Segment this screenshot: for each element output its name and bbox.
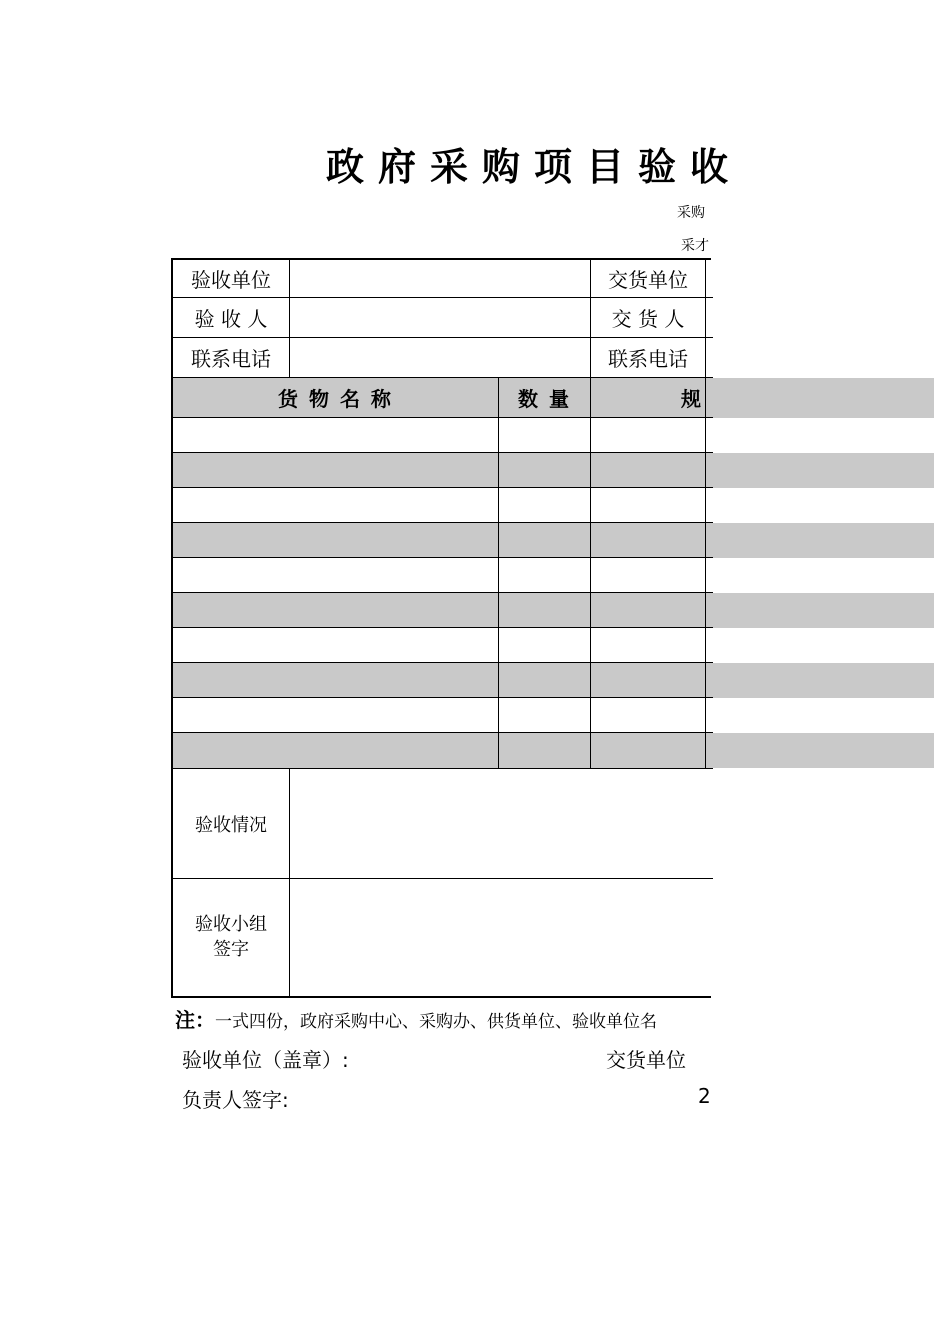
delivery-unit-seal: 交货单位	[606, 1048, 686, 1072]
receiver-field[interactable]	[290, 298, 590, 337]
header-spec: 规	[681, 387, 701, 411]
footer-note	[175, 1006, 657, 1036]
table-row[interactable]	[173, 453, 498, 487]
table-row[interactable]	[173, 663, 498, 697]
document-title: 政府采购项目验收	[326, 145, 743, 189]
note-text: 一式四份，政府采购中心、采购办、供货单位、验收单位名	[215, 1012, 657, 1032]
table-row[interactable]	[173, 593, 498, 627]
label-acceptance-status: 验收情况	[195, 814, 267, 836]
label-receiver-phone: 联系电话	[191, 347, 271, 371]
table-row[interactable]	[173, 733, 498, 768]
table-row[interactable]	[173, 418, 498, 452]
table-row[interactable]	[173, 488, 498, 522]
receiving-unit-field[interactable]	[290, 260, 590, 297]
table-row[interactable]	[173, 558, 498, 592]
table-row[interactable]	[173, 523, 498, 557]
header-quantity: 数 量	[518, 387, 571, 411]
label-deliverer-phone: 联系电话	[608, 347, 688, 371]
responsible-signature: 负责人签字:	[182, 1088, 289, 1112]
date-partial: 2	[698, 1084, 711, 1108]
label-group-signature	[173, 912, 289, 962]
table-row[interactable]	[173, 698, 498, 732]
group-signature-field[interactable]	[290, 879, 706, 996]
label-deliverer: 交 货 人	[611, 307, 685, 331]
procurement-meta-1: 采购	[677, 205, 705, 221]
label-receiver: 验 收 人	[194, 307, 268, 331]
note-prefix: 注：	[175, 1008, 215, 1032]
label-group-signature-line2: 签字	[213, 939, 249, 960]
receiver-phone-field[interactable]	[290, 338, 590, 377]
label-delivery-unit: 交货单位	[608, 268, 688, 292]
procurement-meta-2: 采才	[681, 238, 709, 254]
label-receiving-unit: 验收单位	[191, 268, 271, 292]
table-row[interactable]	[173, 628, 498, 662]
label-group-signature-line1: 验收小组	[195, 914, 267, 935]
acceptance-status-field[interactable]	[290, 769, 706, 878]
receiving-unit-seal: 验收单位（盖章）:	[182, 1048, 349, 1072]
header-goods-name: 货 物 名 称	[278, 387, 393, 411]
